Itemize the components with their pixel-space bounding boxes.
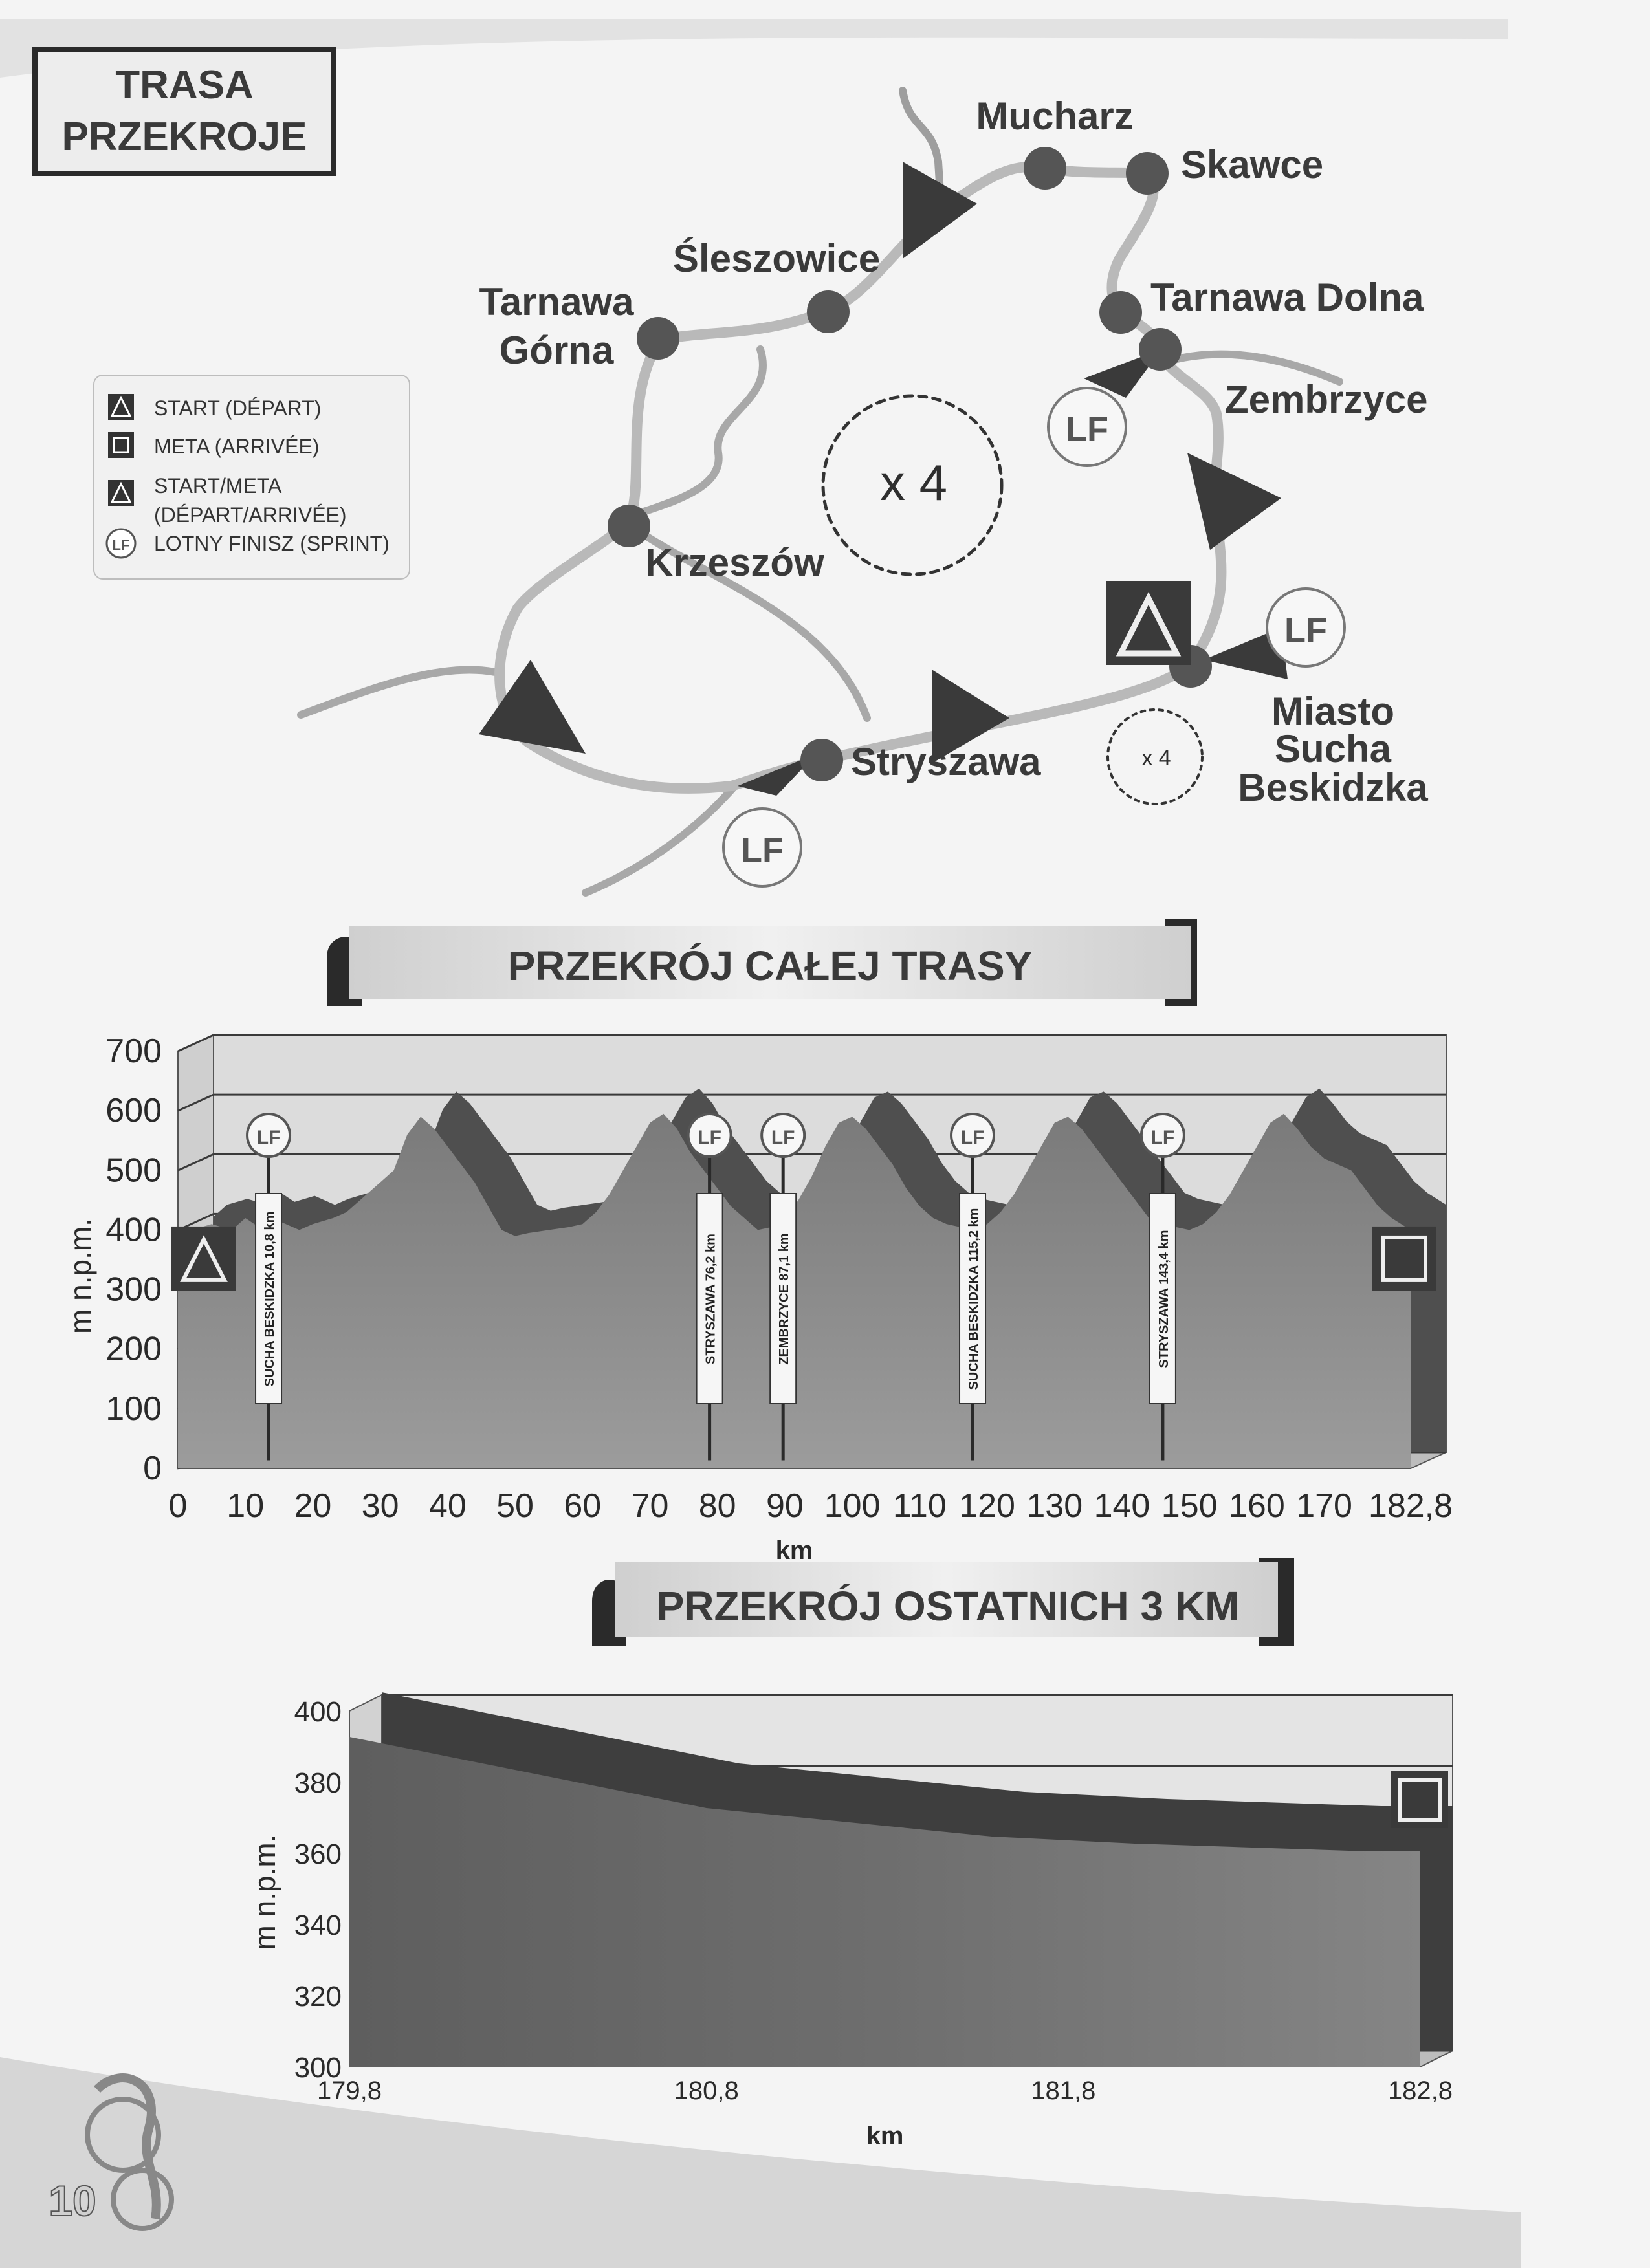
place-sucha-1: Miasto (1271, 690, 1395, 733)
y-axis-label: m n.p.m. (248, 1834, 281, 1950)
place-zembrzyce: Zembrzyce (1225, 378, 1428, 421)
sprint-label: ZEMBRZYCE 87,1 km (777, 1233, 792, 1365)
page-number: 10 (49, 2177, 96, 2225)
start-finish-triangle-icon (1106, 581, 1191, 665)
start-triangle-icon (108, 394, 134, 420)
town-dot (1099, 291, 1142, 334)
sprint-lf-icon (107, 529, 135, 558)
x-tick-label: 40 (428, 1487, 467, 1525)
x-tick-label: 160 (1229, 1487, 1285, 1525)
sprint-lf-badge: LF (771, 1127, 795, 1148)
svg-text:LF: LF (1284, 611, 1327, 649)
sprint-label: STRYSZAWA 143,4 km (1156, 1230, 1171, 1368)
sprint-label: STRYSZAWA 76,2 km (703, 1234, 718, 1364)
y-tick-label: 400 (105, 1211, 162, 1249)
sprint-lf-icon (1267, 589, 1345, 666)
y-tick-label: 500 (105, 1151, 162, 1190)
x-tick-label: 100 (824, 1487, 881, 1525)
x-tick-label: 182,8 (1368, 1487, 1453, 1525)
y-tick-label: 300 (105, 1270, 162, 1309)
svg-text:LF: LF (741, 831, 784, 869)
y-tick-label: 340 (294, 1910, 342, 1941)
header-title-line2: PRZEKROJE (61, 114, 307, 159)
x-tick-label: 180,8 (674, 2077, 739, 2105)
y-tick-label: 300 (294, 2052, 342, 2084)
y-tick-label: 700 (105, 1032, 162, 1070)
legend-label-startfinish: START/META (154, 474, 282, 497)
legend-label-start: START (DÉPART) (154, 397, 322, 420)
y-axis-label: m n.p.m. (63, 1218, 97, 1334)
x-tick-label: 10 (226, 1487, 265, 1525)
x-tick-label: 130 (1026, 1487, 1083, 1525)
x-tick-label: 110 (892, 1487, 947, 1525)
x-tick-label: 182,8 (1387, 2077, 1453, 2105)
start-finish-triangle-icon (108, 480, 134, 506)
place-tarnawa-gorna-1: Tarnawa (479, 280, 634, 323)
town-dot (1126, 152, 1169, 195)
legend-label-sprint: LOTNY FINISZ (SPRINT) (154, 532, 390, 555)
svg-text:LF: LF (1066, 410, 1108, 449)
sprint-label: SUCHA BESKIDZKA 10,8 km (263, 1211, 278, 1387)
x-tick-label: 181,8 (1031, 2077, 1096, 2105)
finish-square-icon (108, 432, 134, 458)
y-tick-label: 200 (105, 1330, 162, 1368)
section-title-full-route: PRZEKRÓJ CAŁEJ TRASY (507, 943, 1033, 989)
y-tick-label: 380 (294, 1767, 342, 1799)
x-tick-label: 80 (698, 1487, 736, 1525)
sprint-lf-icon (1048, 388, 1126, 466)
place-sucha-2: Sucha (1274, 727, 1392, 770)
sprint-lf-badge: LF (698, 1127, 721, 1148)
place-mucharz: Mucharz (976, 94, 1134, 138)
x-tick-label: 179,8 (316, 2077, 382, 2105)
place-tarnawa-dolna: Tarnawa Dolna (1150, 276, 1424, 319)
place-sucha-3: Beskidzka (1238, 766, 1428, 809)
x-tick-label: 30 (361, 1487, 399, 1525)
legend-label-finish: META (ARRIVÉE) (154, 435, 320, 458)
y-tick-label: 320 (294, 1981, 342, 2012)
header-title-line1: TRASA (115, 63, 254, 107)
y-tick-label: 360 (294, 1838, 342, 1870)
sprint-label: SUCHA BESKIDZKA 115,2 km (967, 1208, 982, 1390)
place-skawce: Skawce (1181, 143, 1324, 186)
sprint-lf-badge: LF (1150, 1127, 1175, 1148)
loop-count-label: x 4 (879, 454, 948, 511)
place-krzeszow: Krzeszów (645, 541, 824, 584)
sprint-lf-icon (723, 809, 801, 886)
legend (94, 375, 410, 579)
y-tick-label: 100 (105, 1390, 162, 1428)
loop-count-label-small: x 4 (1141, 746, 1171, 770)
y-tick-label: 600 (105, 1092, 162, 1130)
x-tick-label: 20 (294, 1487, 332, 1525)
place-stryszawa: Stryszawa (851, 740, 1041, 783)
sprint-lf-badge: LF (960, 1127, 985, 1148)
sprint-lf-badge: LF (256, 1127, 281, 1148)
x-tick-label: 140 (1094, 1487, 1150, 1525)
section-banner-full-route (327, 919, 1197, 1006)
section-title-last3: PRZEKRÓJ OSTATNICH 3 KM (656, 1583, 1240, 1630)
x-tick-label: 60 (564, 1487, 602, 1525)
place-sleszowice: Śleszowice (672, 237, 881, 280)
x-axis-label: km (866, 2122, 904, 2150)
place-tarnawa-gorna-2: Górna (499, 329, 614, 372)
town-dot (608, 505, 650, 547)
section-banner-last3 (592, 1558, 1294, 1646)
legend-label-startfinish-fr: (DÉPART/ARRIVÉE) (154, 503, 347, 527)
svg-text:LF: LF (112, 537, 130, 553)
header-title-box (32, 47, 336, 176)
town-dot (807, 290, 850, 333)
x-tick-label: 170 (1296, 1487, 1352, 1525)
x-tick-label: 90 (765, 1487, 804, 1525)
x-tick-label: 120 (959, 1487, 1015, 1525)
y-tick-label: 400 (294, 1696, 342, 1728)
y-tick-label: 0 (143, 1450, 162, 1487)
town-dot (1024, 147, 1066, 190)
town-dot (637, 317, 679, 360)
x-tick-label: 0 (168, 1487, 188, 1525)
x-axis-label: km (775, 1536, 813, 1565)
x-tick-label: 50 (496, 1487, 534, 1525)
x-tick-label: 70 (631, 1487, 669, 1525)
x-tick-label: 150 (1161, 1487, 1218, 1525)
town-dot (800, 739, 843, 781)
town-dot (1139, 328, 1182, 371)
